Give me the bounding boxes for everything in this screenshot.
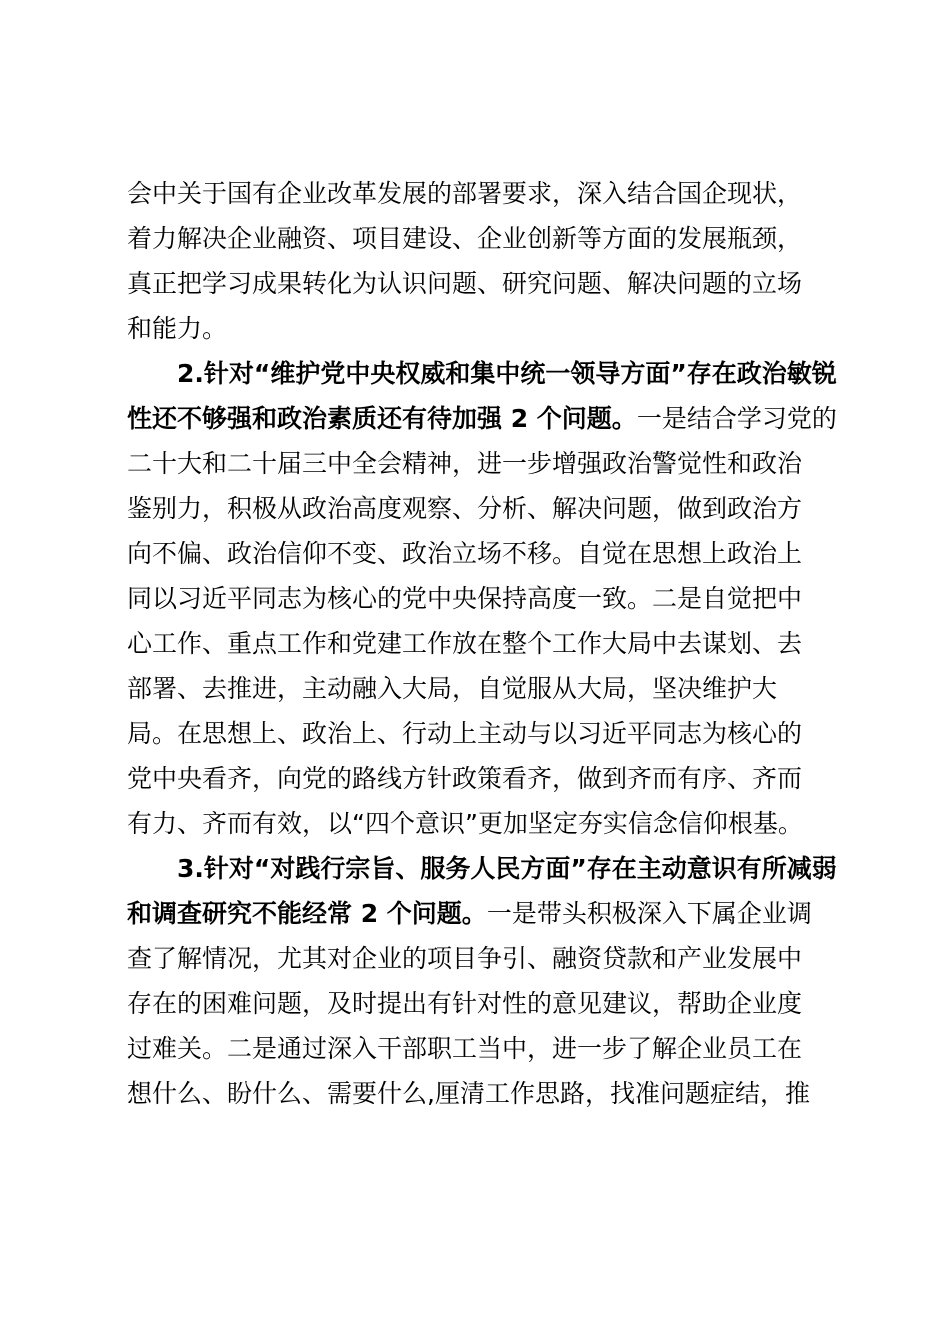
text-line	[127, 712, 802, 756]
text-line	[127, 892, 812, 936]
section-heading-continued: 性还不够强和政治素质还有待加强 2 个问题。	[127, 404, 637, 433]
text-segment: 会中关于国有企业改革发展的部署要求，深入结合国企现状，	[127, 179, 803, 208]
text-segment: 鉴别力，积极从政治高度观察、分析、解决问题，做到政治方	[127, 494, 803, 523]
text-line	[127, 667, 777, 711]
text-segment: 着力解决企业融资、项目建设、企业创新等方面的发展瓶颈，	[127, 224, 803, 253]
text-line	[127, 937, 802, 981]
text-line	[127, 487, 802, 531]
text-segment: 心工作、重点工作和党建工作放在整个工作大局中去谋划、去	[127, 629, 803, 658]
text-segment: 向不偏、政治信仰不变、政治立场不移。自觉在思想上政治上	[127, 539, 803, 568]
section-heading-line	[177, 352, 837, 396]
text-line	[127, 1072, 810, 1116]
text-segment: 部署、去推进，主动融入大局，自觉服从大局，坚决维护大	[127, 674, 778, 703]
text-segment: 和能力。	[127, 314, 228, 343]
text-line	[127, 532, 802, 576]
text-segment: 查了解情况，尤其对企业的项目争引、融资贷款和产业发展中	[127, 944, 803, 973]
text-line	[127, 1027, 802, 1071]
text-line	[127, 622, 802, 666]
text-segment: 过难关。二是通过深入干部职工当中，进一步了解企业员工在	[127, 1034, 803, 1063]
text-line	[127, 577, 802, 621]
text-line	[127, 262, 802, 306]
text-line	[127, 397, 837, 441]
text-segment: 同以习近平同志为核心的党中央保持高度一致。二是自觉把中	[127, 584, 803, 613]
text-line	[127, 307, 227, 351]
text-line	[127, 757, 802, 801]
text-segment: 有力、齐而有效，以“四个意识”更加坚定夯实信念信仰根基。	[127, 809, 803, 838]
section-heading-continued: 和调查研究不能经常 2 个问题。	[127, 899, 487, 928]
text-segment: 一是带头积极深入下属企业调	[486, 899, 812, 928]
text-line	[127, 442, 802, 486]
text-segment: 想什么、盼什么、需要什么,厘清工作思路，找准问题症结，推	[127, 1079, 810, 1108]
text-segment: 一是结合学习党的	[636, 404, 837, 433]
text-segment: 存在的困难问题，及时提出有针对性的意见建议，帮助企业度	[127, 989, 803, 1018]
section-heading: 2.针对“维护党中央权威和集中统一领导方面”存在政治敏锐	[177, 359, 837, 388]
text-segment: 二十大和二十届三中全会精神，进一步增强政治警觉性和政治	[127, 449, 803, 478]
section-heading: 3.针对“对践行宗旨、服务人民方面”存在主动意识有所减弱	[177, 854, 837, 883]
text-line	[127, 802, 803, 846]
text-segment: 真正把学习成果转化为认识问题、研究问题、解决问题的立场	[127, 269, 803, 298]
text-segment: 党中央看齐，向党的路线方针政策看齐，做到齐而有序、齐而	[127, 764, 803, 793]
text-line	[127, 982, 802, 1026]
text-line	[127, 172, 802, 216]
section-heading-line	[177, 847, 837, 891]
text-line	[127, 217, 802, 261]
text-segment: 局。在思想上、政治上、行动上主动与以习近平同志为核心的	[127, 719, 803, 748]
